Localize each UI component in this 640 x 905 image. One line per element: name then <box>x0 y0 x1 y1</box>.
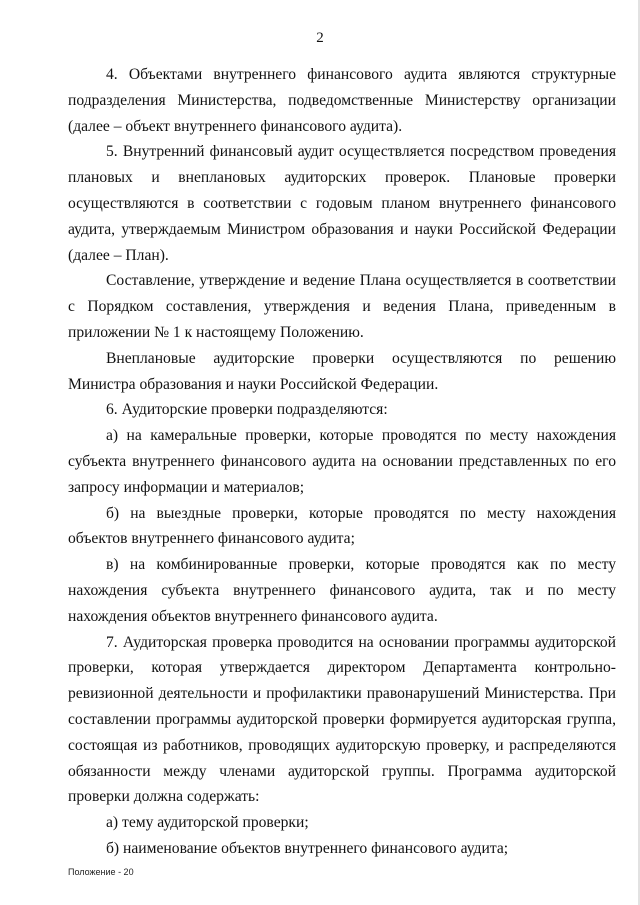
paragraph-7a: а) тему аудиторской проверки; <box>106 814 309 832</box>
document-body <box>68 62 616 862</box>
page-number: 2 <box>316 30 324 46</box>
paragraph-7b: б) наименование объектов внутреннего финансового аудита; <box>106 839 509 857</box>
paragraph-5: 5. Внутренний финансовый аудит осуществляется посредством проведения плановых и внеплановых аудиторских проверок. Плановые проверки осуществляются в соответствии с годовым планом внутреннего финансового аудита, утверждаемым Министром образования и науки Российской Федерации (далее – План). <box>68 143 616 264</box>
paragraph-4: 4. Объектами внутреннего финансового аудита являются структурные подразделения Министерства, подведомственные Министерству организации (далее – объект внутреннего финансового аудита). <box>68 66 616 135</box>
paragraph-6b: б) на выездные проверки, которые проводятся по месту нахождения объектов внутреннего финансового аудита; <box>68 504 616 548</box>
paragraph-6: 6. Аудиторские проверки подразделяются: <box>106 401 388 419</box>
paragraph-plan-drafting: Составление, утверждение и ведение Плана осуществляется в соответствии с Порядком составления, утверждения и ведения Плана, приведенным в приложении № 1 к настоящему Положению. <box>68 272 616 341</box>
page-footer: Положение - 20 <box>68 867 134 877</box>
paragraph-unscheduled-audits: Внеплановые аудиторские проверки осуществляются по решению Министра образования и науки Российской Федерации. <box>68 349 616 393</box>
paragraph-6a: а) на камеральные проверки, которые проводятся по месту нахождения субъекта внутреннего финансового аудита на основании представленных по его запросу информации и материалов; <box>68 427 616 496</box>
paragraph-6c: в) на комбинированные проверки, которые проводятся как по месту нахождения субъекта внутреннего финансового аудита, так и по месту нахождения объектов внутреннего финансового аудита. <box>68 556 616 625</box>
paragraph-7: 7. Аудиторская проверка проводится на основании программы аудиторской проверки, которая утверждается директором Департамента контрольно-ревизионной деятельности и профилактики правонарушений Министерства. При составлении программы аудиторской проверки формируется аудиторская группа, состоящая из работников, проводящих аудиторскую проверку, и распределяются обязанности между членами аудиторской группы. Программа аудиторской проверки должна содержать: <box>68 633 616 806</box>
